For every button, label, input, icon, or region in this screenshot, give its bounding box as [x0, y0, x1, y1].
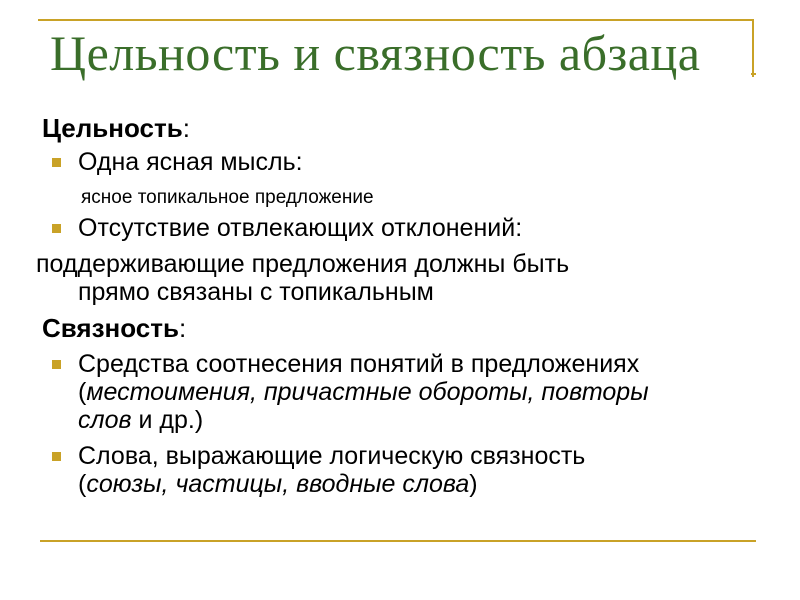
- bullet-means-of-reference: Средства соотнесения понятий в предложениях (местоимения, причастные обороты, повторы слов и др.): [42, 350, 782, 434]
- continuation-line: прямо связаны с топикальным: [78, 278, 434, 306]
- continuation-line: поддерживающие предложения должны быть: [36, 250, 570, 278]
- bottom-decor-line: [40, 540, 756, 542]
- bullet-marker: [52, 360, 61, 369]
- bullet-one-clear-idea: Одна ясная мысль:: [42, 148, 782, 176]
- cohesion-heading: Связность:: [42, 313, 187, 343]
- sub-item-topic-sentence: ясное топикальное предложение: [81, 187, 374, 208]
- top-decor-line: [38, 19, 754, 21]
- bullet-logical-words: Слова, выражающие логическую связность (союзы, частицы, вводные слова): [42, 442, 782, 498]
- coherence-heading: Цельность:: [42, 113, 190, 143]
- slide-body: [36, 113, 782, 498]
- bullet-marker: [52, 158, 61, 167]
- bullet-marker: [52, 452, 61, 461]
- bullet-marker: [52, 224, 61, 233]
- slide-title: Цельность и связность абзаца: [50, 25, 701, 81]
- bullet-no-digressions: Отсутствие отвлекающих отклонений:: [42, 214, 782, 242]
